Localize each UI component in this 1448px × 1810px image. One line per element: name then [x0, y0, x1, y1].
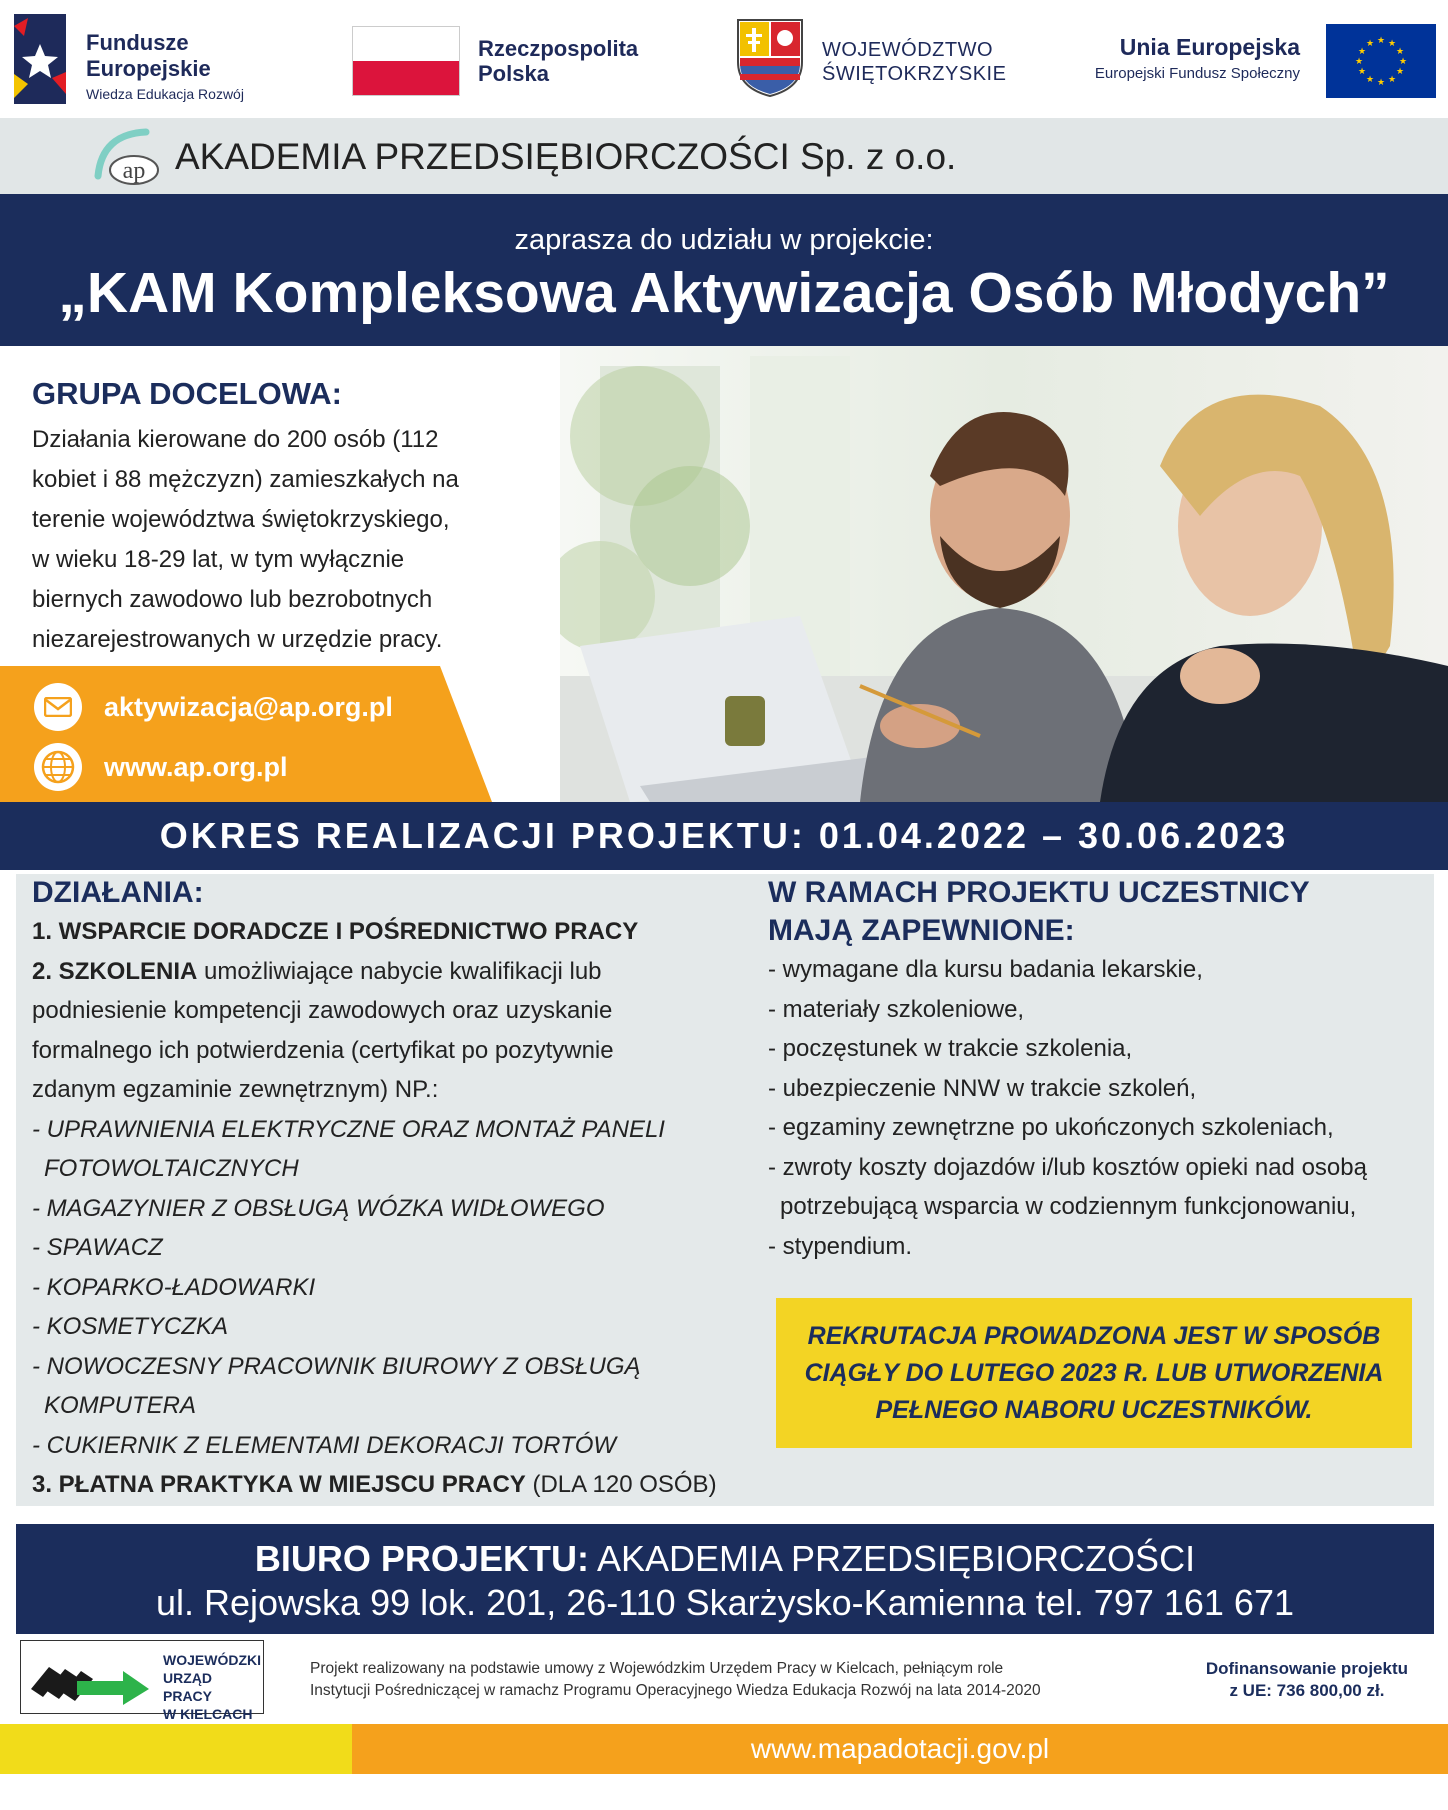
activities-title: DZIAŁANIA:: [32, 876, 204, 909]
wup-line3: W KIELCACH: [163, 1706, 253, 1722]
footer-note: [310, 1658, 1041, 1702]
wup-line2: URZĄD PRACY: [163, 1670, 213, 1704]
wup-line1: WOJEWÓDZKI: [163, 1652, 261, 1668]
svg-text:★: ★: [1395, 47, 1405, 57]
wup-arrows-icon: [27, 1647, 153, 1707]
recruitment-box: [776, 1298, 1412, 1448]
fe-line2: Europejskie: [86, 56, 211, 81]
svg-text:★: ★: [1357, 47, 1367, 57]
course-item: - UPRAWNIENIA ELEKTRYCZNE ORAZ MONTAŻ PANELI: [32, 1115, 665, 1143]
polish-flag-icon: [352, 26, 460, 96]
svg-text:★: ★: [1354, 57, 1364, 67]
rzeczpospolita-logo: [352, 26, 682, 101]
project-office-band: [16, 1524, 1434, 1634]
target-line: niezarejestrowanych w urzędzie pracy.: [32, 626, 443, 653]
funding-line1: Dofinansowanie projektu: [1205, 1659, 1408, 1678]
recruitment-line1: REKRUTACJA PROWADZONA JEST W SPOSÓB: [807, 1321, 1381, 1350]
course-item-cont: FOTOWOLTAICZNYCH: [44, 1155, 299, 1182]
footer: [0, 1640, 1448, 1722]
svg-text:★: ★: [1376, 36, 1386, 46]
academy-name: AKADEMIA PRZEDSIĘBIORCZOŚCI Sp. z o.o.: [175, 136, 957, 177]
project-title: „KAM Kompleksowa Aktywizacja Osób Młodych”: [58, 261, 1390, 325]
target-line: kobiet i 88 mężczyzn) zamieszkałych na: [32, 466, 459, 493]
rp-line2: Polska: [478, 61, 549, 86]
info-section: [16, 874, 1434, 1506]
footer-note-line2: Instytucji Pośredniczącej w ramachz Programu Operacyjnego Wiedza Edukacja Rozwój na lata 2014-2020: [310, 1682, 1041, 1699]
target-line: w wieku 18-29 lat, w tym wyłącznie: [32, 546, 405, 573]
activity-3: [32, 1465, 752, 1505]
svg-text:★: ★: [1357, 67, 1367, 77]
benefits-title-line1: W RAMACH PROJEKTU UCZESTNICY: [768, 876, 1310, 909]
benefits-title-line2: MAJĄ ZAPEWNIONE:: [768, 914, 1075, 947]
course-item: - KOSMETYCZKA: [32, 1313, 229, 1340]
benefit-item: - zwroty koszty dojazdów i/lub kosztów opieki nad osobą: [768, 1153, 1367, 1181]
benefit-item: - poczęstunek w trakcie szkolenia,: [768, 1035, 1133, 1062]
ap-logo-icon: [90, 126, 170, 188]
activity-2-line: zdanym egzaminie zewnętrznym) NP.:: [32, 1076, 439, 1103]
ap-logo-text: ap: [122, 158, 146, 184]
course-item-cont: KOMPUTERA: [44, 1392, 197, 1419]
svg-text:★: ★: [1387, 39, 1397, 49]
activity-2-line: podniesienie kompetencji zawodowych oraz uzyskanie: [32, 997, 613, 1024]
title-subtitle: zaprasza do udziału w projekcie:: [514, 224, 934, 256]
funding-amount: [1206, 1658, 1408, 1702]
target-group-text: [32, 420, 552, 660]
benefits-column: [768, 874, 1428, 1424]
website-row[interactable]: [34, 742, 288, 792]
bottom-orange-strip: [352, 1724, 1448, 1774]
mapadotacji-link[interactable]: www.mapadotacji.gov.pl: [750, 1733, 1050, 1764]
activity-2-bold: 2. SZKOLENIA: [32, 957, 198, 985]
course-item: - MAGAZYNIER Z OBSŁUGĄ WÓZKA WIDŁOWEGO: [32, 1194, 605, 1222]
eu-line2: Europejski Fundusz Społeczny: [1094, 65, 1300, 82]
wup-logo: [20, 1640, 264, 1722]
funding-line2: z UE: 736 800,00 zł.: [1229, 1681, 1385, 1700]
email-link[interactable]: aktywizacja@ap.org.pl: [104, 691, 393, 722]
hero-section: [0, 346, 1448, 802]
benefit-item: - egzaminy zewnętrzne po ukończonych szkoleniach,: [768, 1114, 1334, 1141]
recruitment-line3: PEŁNEGO NABORU UCZESTNIKÓW.: [875, 1395, 1313, 1424]
logo-strip: [0, 0, 1448, 118]
svg-text:★: ★: [1365, 39, 1375, 49]
activity-2-line: formalnego ich potwierdzenia (certyfikat po pozytywnie: [32, 1036, 614, 1064]
activity-2-rest: umożliwiające nabycie kwalifikacji lub: [197, 957, 602, 985]
svg-text:★: ★: [1387, 75, 1397, 85]
bottom-yellow-strip: [0, 1724, 352, 1774]
coat-of-arms-icon: [736, 18, 804, 98]
benefit-item-cont: potrzebującą wsparcia w codziennym funkcjonowaniu,: [780, 1193, 1357, 1220]
fe-star-icon: [14, 14, 66, 104]
academy-band: [0, 118, 1448, 194]
fundusze-europejskie-logo: [14, 14, 284, 109]
course-item: - NOWOCZESNY PRACOWNIK BIUROWY Z OBSŁUGĄ: [32, 1352, 641, 1380]
recruitment-line2: CIĄGŁY DO LUTEGO 2023 R. LUB UTWORZENIA: [804, 1358, 1384, 1387]
course-item: - CUKIERNIK Z ELEMENTAMI DEKORACJI TORTÓW: [32, 1431, 617, 1459]
title-band: [0, 194, 1448, 346]
activity-1: [32, 912, 752, 952]
project-period-band: [0, 802, 1448, 870]
bottom-bar: [0, 1724, 1448, 1774]
wojewodztwo-logo: [736, 18, 1026, 98]
activities-column: [32, 874, 752, 1505]
course-item: - KOPARKO-ŁADOWARKI: [32, 1273, 316, 1301]
benefit-item: - ubezpieczenie NNW w trakcie szkoleń,: [768, 1074, 1197, 1102]
rp-line1: Rzeczpospolita: [478, 36, 639, 61]
eu-flag-icon: [1326, 24, 1436, 98]
people-laptop-photo: [560, 346, 1448, 802]
target-group-title: GRUPA DOCELOWA:: [32, 376, 342, 411]
office-address: ul. Rejowska 99 lok. 201, 26-110 Skarżysko-Kamienna tel. 797 161 671: [155, 1582, 1294, 1623]
svg-text:★: ★: [1395, 67, 1405, 77]
contact-box: [0, 666, 492, 802]
benefit-item: - wymagane dla kursu badania lekarskie,: [768, 956, 1203, 983]
benefit-item: - stypendium.: [768, 1232, 913, 1260]
office-label: BIURO PROJEKTU:: [254, 1538, 589, 1579]
region-line1: WOJEWÓDZTWO: [822, 39, 994, 61]
activity-2: [32, 952, 752, 992]
region-line2: ŚWIĘTOKRZYSKIE: [822, 63, 1007, 85]
svg-text:★: ★: [1365, 75, 1375, 85]
activity-3-bold: 3. PŁATNA PRAKTYKA W MIEJSCU PRACY: [32, 1471, 526, 1498]
fe-line1: Fundusze: [86, 30, 189, 55]
svg-text:★: ★: [1376, 78, 1386, 88]
project-period: OKRES REALIZACJI PROJEKTU: 01.04.2022 – 30.06.2023: [159, 815, 1289, 856]
svg-text:★: ★: [1398, 57, 1408, 67]
envelope-icon: [34, 683, 82, 731]
office-heading: [16, 1538, 1434, 1580]
benefit-item: - materiały szkoleniowe,: [768, 995, 1025, 1023]
website-link[interactable]: www.ap.org.pl: [104, 751, 288, 782]
target-line: Działania kierowane do 200 osób (112: [32, 426, 439, 453]
eu-line1: Unia Europejska: [1119, 34, 1300, 60]
target-group: [32, 376, 552, 660]
office-name: AKADEMIA PRZEDSIĘBIORCZOŚCI: [588, 1538, 1196, 1579]
target-line: biernych zawodowo lub bezrobotnych: [32, 586, 433, 613]
activity-1-text: 1. WSPARCIE DORADCZE I POŚREDNICTWO PRACY: [32, 918, 639, 945]
fe-line3: Wiedza Edukacja Rozwój: [86, 86, 244, 102]
target-line: terenie województwa świętokrzyskiego,: [32, 506, 450, 533]
course-item: - SPAWACZ: [32, 1234, 163, 1261]
footer-note-line1: Projekt realizowany na podstawie umowy z Wojewódzkim Urzędem Pracy w Kielcach, pełniącym role: [310, 1660, 1004, 1677]
unia-europejska-logo: [1060, 24, 1436, 100]
activity-3-rest: (DLA 120 OSÓB): [525, 1471, 717, 1498]
email-row[interactable]: [34, 682, 393, 732]
globe-icon: [34, 743, 82, 791]
